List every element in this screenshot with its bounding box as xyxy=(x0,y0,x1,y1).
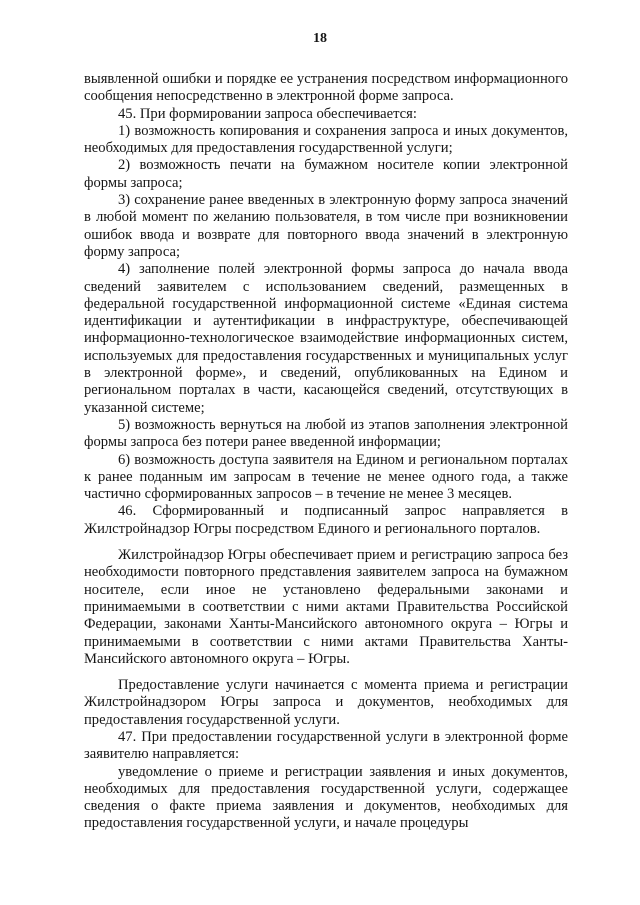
paragraph: 4) заполнение полей электронной формы запроса до начала ввода сведений заявителем с использованием сведений, размещенных в федеральной государственной информационной системе «Единая система идентификации и аутентификации в инфраструктуре, обеспечивающей информационно-технологическое взаимодействие информационных систем, используемых для предоставления государственных и муниципальных услуг в электронной форме», и сведений, опубликованных на Едином и региональном порталах в части, касающейся сведений, отсутствующих в указанной системе; xyxy=(84,261,568,416)
paragraph: 3) сохранение ранее введенных в электронную форму запроса значений в любой момент по желанию пользователя, в том числе при возникновении ошибок ввода и возврате для повторного ввода значений в электронную форму запроса; xyxy=(84,192,568,260)
paragraph: выявленной ошибки и порядке ее устранения посредством информационного сообщения непосредственно в электронной форме запроса. xyxy=(84,71,568,105)
paragraph: Предоставление услуги начинается с момента приема и регистрации Жилстройнадзором Югры запроса и документов, необходимых для предоставления государственной услуги. xyxy=(84,677,568,728)
document-body xyxy=(84,71,568,833)
paragraph: 2) возможность печати на бумажном носителе копии электронной формы запроса; xyxy=(84,157,568,191)
page-number: 18 xyxy=(313,31,327,46)
paragraph: 45. При формировании запроса обеспечивается: xyxy=(118,105,417,122)
paragraph: Жилстройнадзор Югры обеспечивает прием и регистрацию запроса без необходимости повторного представления заявителем запроса на бумажном носителе, если иное не установлено федеральными законами и принимаемыми в соответствии с ними актами Правительства Российской Федерации, законами Ханты-Мансийского автономного округа – Югры и принимаемыми в соответствии с ними актами Правительства Ханты-Мансийского автономного округа – Югры. xyxy=(84,547,568,667)
paragraph: 47. При предоставлении государственной услуги в электронной форме заявителю направляется: xyxy=(84,728,568,763)
paragraph: 6) возможность доступа заявителя на Едином и региональном порталах к ранее поданным им запросам в течение не менее одного года, а также частично сформированных запросов – в течение не менее 3 месяцев. xyxy=(84,451,568,503)
paragraph: 1) возможность копирования и сохранения запроса и иных документов, необходимых для предоставления государственной услуги; xyxy=(84,122,568,157)
paragraph: уведомление о приеме и регистрации заявления и иных документов, необходимых для предоставления государственной услуги, содержащее сведения о факте приема заявления и документов, необходимых для предоставления государственной услуги, и начале процедуры xyxy=(84,763,568,832)
paragraph: 5) возможность вернуться на любой из этапов заполнения электронной формы запроса без потери ранее введенной информации; xyxy=(84,416,568,451)
paragraph: 46. Сформированный и подписанный запрос направляется в Жилстройнадзор Югры посредством Единого и регионального порталов. xyxy=(84,503,568,537)
